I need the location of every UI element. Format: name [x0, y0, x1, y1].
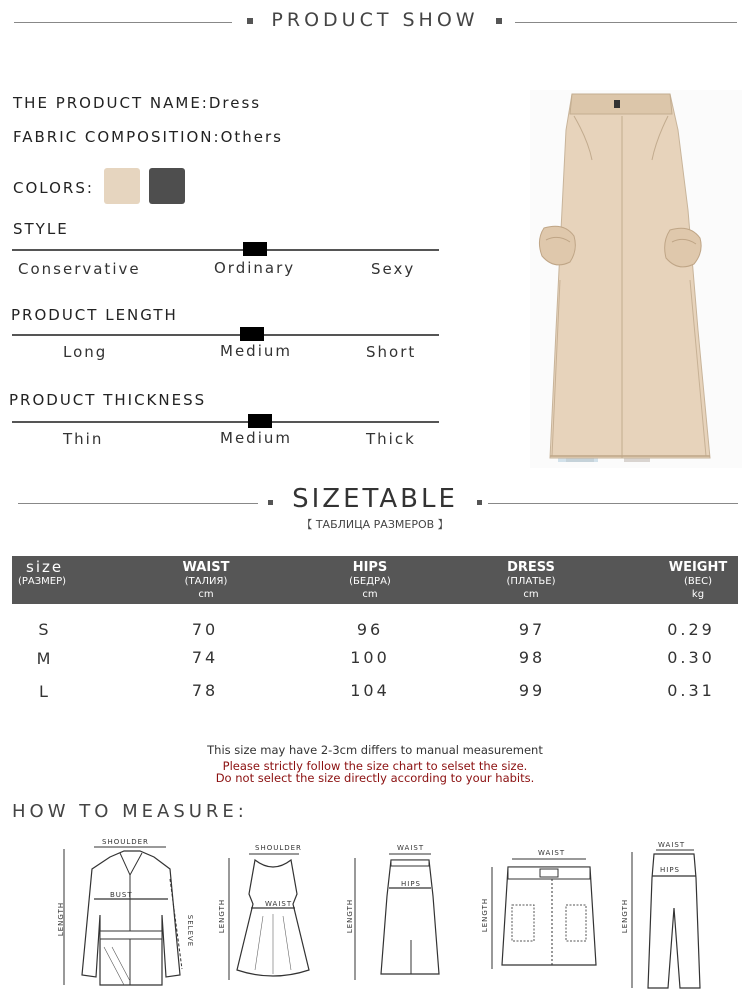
- cell-dress: 98: [518, 648, 546, 667]
- cell-hips: 104: [350, 681, 390, 700]
- page-title: PRODUCT SHOW: [271, 9, 479, 31]
- cell-weight: 0.30: [667, 648, 715, 667]
- note-habits: Do not select the size directly according to your habits.: [215, 771, 535, 785]
- waist-label: WAIST: [265, 900, 293, 908]
- waist-label: WAIST: [658, 841, 686, 849]
- waist-label: WAIST: [538, 849, 566, 857]
- col-dress: DRESS (ПЛАТЬЕ) cm: [506, 560, 556, 600]
- shoulder-label: SHOULDER: [102, 838, 149, 846]
- length-label: LENGTH: [621, 898, 630, 934]
- cell-size: S: [38, 620, 52, 639]
- waist-label: WAIST: [397, 844, 425, 852]
- col-size: size (РАЗМЕР): [18, 558, 67, 587]
- length-scale-marker: [240, 327, 264, 341]
- length-scale-line: [12, 334, 439, 336]
- length-option-medium: Medium: [220, 342, 292, 360]
- style-scale-marker: [243, 242, 267, 256]
- length-option-long: Long: [63, 343, 108, 361]
- thickness-label: PRODUCT THICKNESS: [9, 391, 207, 409]
- cell-weight: 0.29: [667, 620, 715, 639]
- style-option-ordinary: Ordinary: [214, 259, 296, 277]
- style-scale-line: [12, 249, 439, 251]
- cell-hips: 100: [350, 648, 390, 667]
- length-label: LENGTH: [218, 898, 227, 934]
- measure-figure-jacket: [50, 835, 200, 995]
- sizetable-title: SIZETABLE: [292, 484, 458, 514]
- thickness-option-thin: Thin: [63, 430, 104, 448]
- style-option-conservative: Conservative: [18, 260, 141, 278]
- cell-dress: 97: [518, 620, 546, 639]
- cell-waist: 74: [191, 648, 219, 667]
- color-swatch-khaki[interactable]: [104, 168, 140, 204]
- thickness-scale-marker: [248, 414, 272, 428]
- product-name: THE PRODUCT NAME:Dress: [13, 94, 262, 112]
- cell-waist: 78: [191, 681, 219, 700]
- cell-size: M: [36, 649, 54, 668]
- measure-figure-denim-skirt: [478, 845, 608, 985]
- size-table-header: [12, 556, 738, 604]
- measure-figure-pants: [622, 838, 722, 993]
- fabric-composition: FABRIC COMPOSITION:Others: [13, 128, 283, 146]
- cell-hips: 96: [356, 620, 384, 639]
- sizetable-subtitle: 【 ТАБЛИЦА РАЗМЕРОВ 】: [301, 518, 449, 531]
- length-option-short: Short: [366, 343, 417, 361]
- sleeve-label: SELEVE: [186, 914, 195, 948]
- sizetable-dot-right: [477, 500, 482, 505]
- style-option-sexy: Sexy: [371, 260, 416, 278]
- cell-dress: 99: [518, 681, 546, 700]
- thickness-option-medium: Medium: [220, 429, 292, 447]
- bust-label: BUST: [110, 891, 133, 899]
- col-weight: WEIGHT (ВЕС) kg: [668, 560, 728, 600]
- col-waist: WAIST (ТАЛИЯ) cm: [182, 560, 230, 600]
- thickness-scale-line: [12, 421, 439, 423]
- shoulder-label: SHOULDER: [255, 844, 302, 852]
- cell-weight: 0.31: [667, 681, 715, 700]
- col-hips: HIPS (БЕДРА) cm: [349, 560, 391, 600]
- colors-label: COLORS:: [13, 179, 94, 197]
- measure-figure-dress: [215, 840, 315, 990]
- hips-label: HIPS: [660, 866, 680, 874]
- how-to-measure-title: HOW TO MEASURE:: [12, 801, 248, 822]
- length-label: LENGTH: [346, 898, 355, 934]
- header-dot-right: [496, 18, 502, 24]
- measure-figure-skirt: [345, 840, 445, 990]
- sizetable-line-right: [488, 503, 738, 504]
- header-line-right: [515, 22, 737, 23]
- cell-waist: 70: [191, 620, 219, 639]
- product-image-skirt: [530, 90, 742, 468]
- note-follow-chart: Please strictly follow the size chart to selset the size.: [222, 759, 528, 773]
- hips-label: HIPS: [401, 880, 421, 888]
- style-label: STYLE: [13, 220, 69, 238]
- length-label: LENGTH: [481, 897, 490, 933]
- length-label: PRODUCT LENGTH: [11, 306, 178, 324]
- cell-size: L: [39, 682, 51, 701]
- length-label: LENGTH: [57, 901, 66, 937]
- note-measurement: This size may have 2-3cm differs to manual measurement: [207, 743, 543, 757]
- color-swatch-grey[interactable]: [149, 168, 185, 204]
- thickness-option-thick: Thick: [366, 430, 416, 448]
